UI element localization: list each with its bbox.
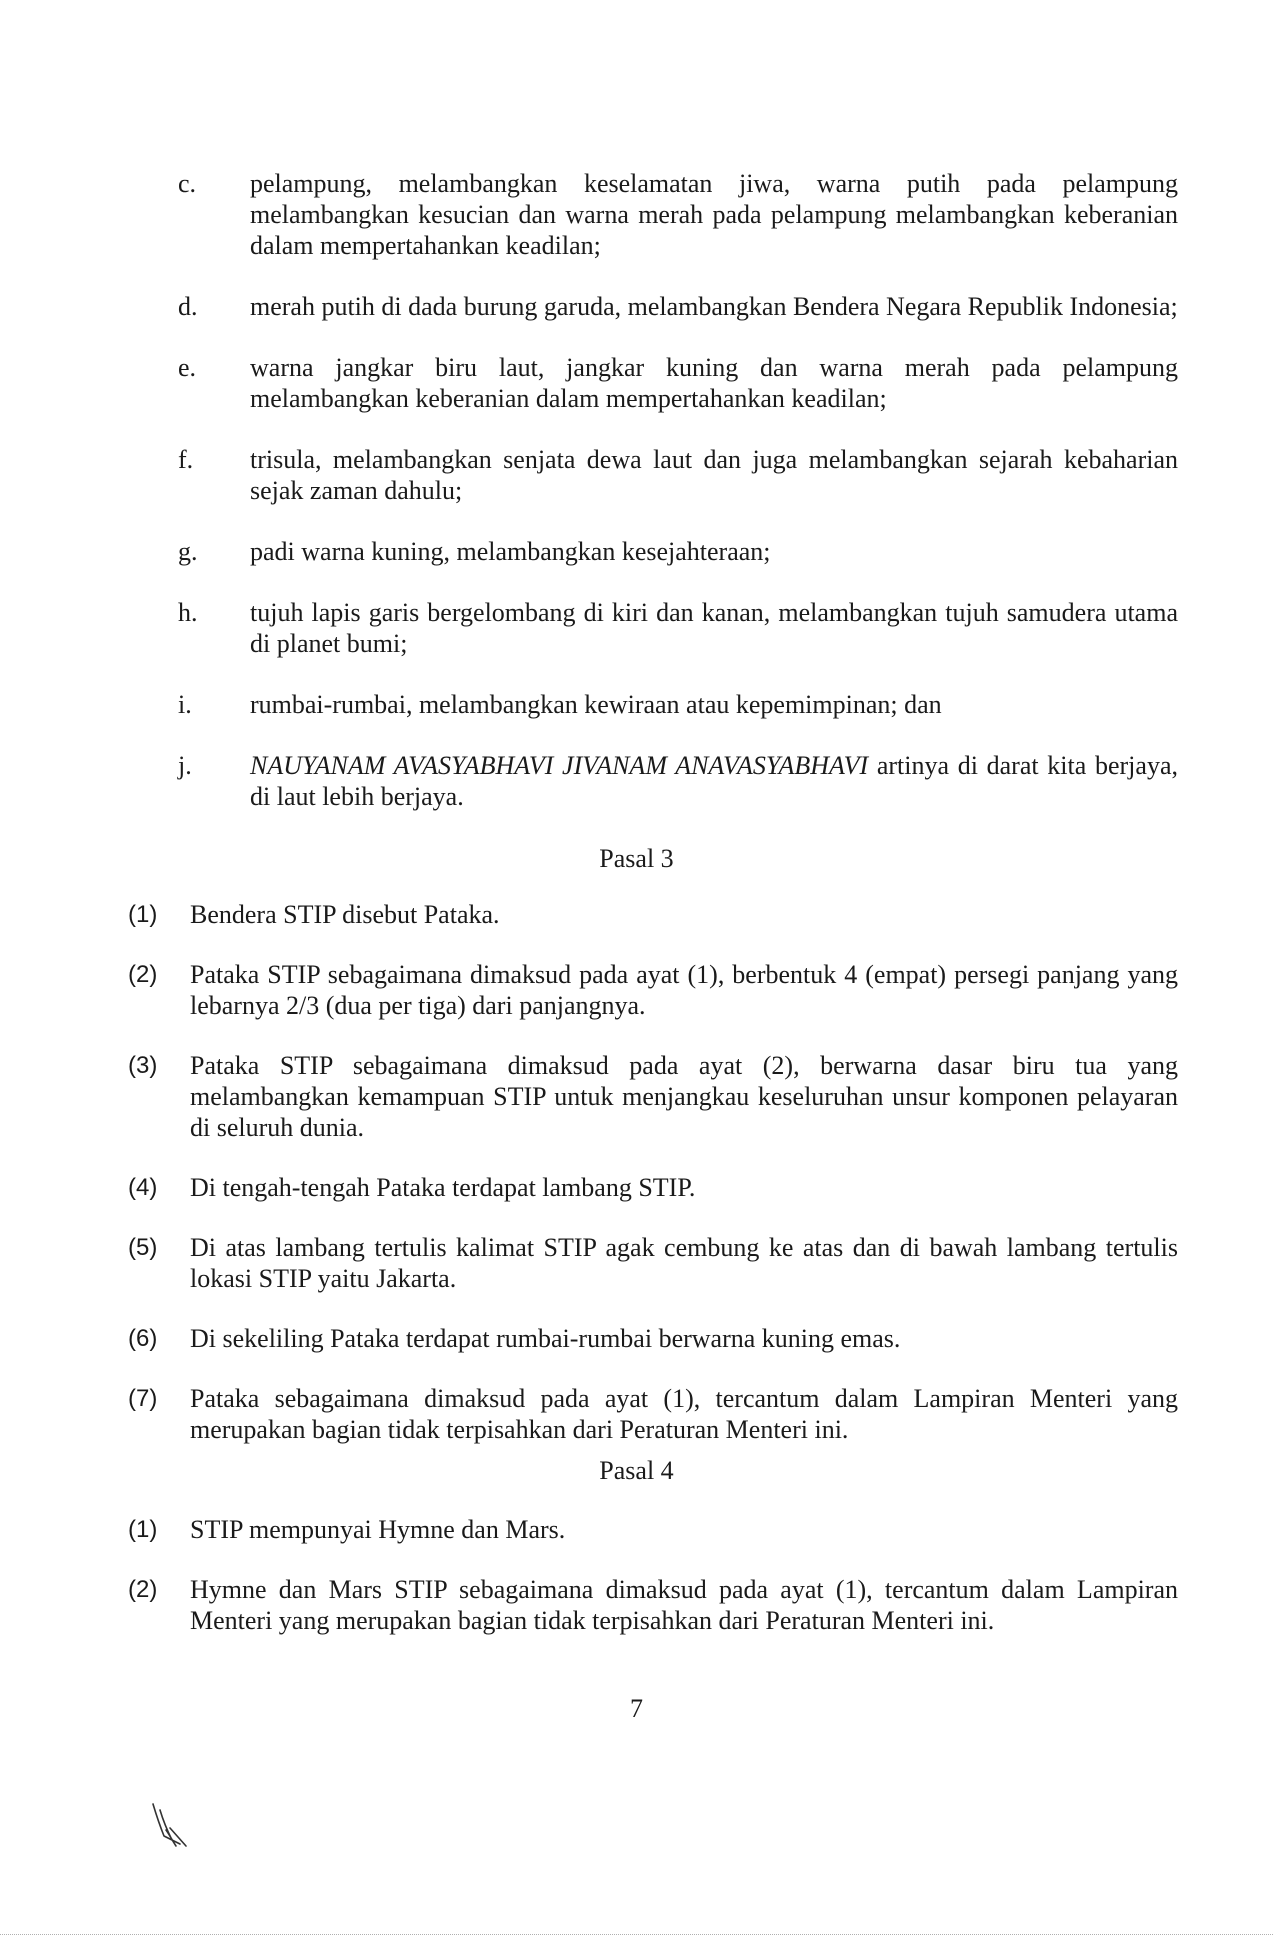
- list-text: tujuh lapis garis bergelombang di kiri dan kanan, melambangkan tujuh samudera utama di planet bumi;: [250, 598, 1178, 658]
- ayat-marker: (7): [128, 1385, 158, 1412]
- ayat-marker: (3): [128, 1052, 158, 1079]
- ayat-item: [128, 1232, 1178, 1294]
- ayat-item: [128, 959, 1178, 1021]
- ayat-text: Di sekeliling Pataka terdapat rumbai-rumbai berwarna kuning emas.: [190, 1324, 901, 1353]
- ayat-item: [128, 1514, 1178, 1545]
- list-item-c: [178, 168, 1178, 261]
- pasal-3-ayat-list: [128, 899, 1178, 1474]
- ayat-marker: (5): [128, 1234, 158, 1261]
- ayat-item: [128, 1323, 1178, 1354]
- ayat-text: Di atas lambang tertulis kalimat STIP agak cembung ke atas dan di bawah lambang tertulis lokasi STIP yaitu Jakarta.: [190, 1233, 1178, 1293]
- list-text: trisula, melambangkan senjata dewa laut dan juga melambangkan sejarah kebaharian sejak zaman dahulu;: [250, 445, 1178, 505]
- list-marker: h.: [178, 598, 198, 627]
- list-marker: d.: [178, 292, 198, 321]
- ayat-marker: (4): [128, 1174, 158, 1201]
- ayat-marker: (2): [128, 1576, 158, 1603]
- list-item-j: [178, 750, 1178, 812]
- pasal-4-ayat-list: [128, 1514, 1178, 1665]
- list-marker: g.: [178, 537, 198, 566]
- list-marker: j.: [178, 751, 192, 780]
- paraf-signature-icon: [150, 1800, 190, 1850]
- list-text: padi warna kuning, melambangkan kesejahteraan;: [250, 537, 771, 566]
- list-text: rumbai-rumbai, melambangkan kewiraan atau kepemimpinan; dan: [250, 690, 942, 719]
- list-item-i: [178, 689, 1178, 720]
- list-item-g: [178, 536, 1178, 567]
- ayat-item: [128, 1574, 1178, 1636]
- list-item-h: [178, 597, 1178, 659]
- ayat-text: Pataka STIP sebagaimana dimaksud pada ayat (2), berwarna dasar biru tua yang melambangkan kemampuan STIP untuk menjangkau keseluruhan unsur komponen pelayaran di seluruh dunia.: [190, 1051, 1178, 1142]
- list-item-e: [178, 352, 1178, 414]
- ayat-item: [128, 1383, 1178, 1445]
- motto-translation: artinya di darat kita berjaya, di laut lebih berjaya.: [250, 751, 1178, 811]
- ayat-item: [128, 899, 1178, 930]
- ayat-marker: (1): [128, 1516, 158, 1543]
- page-number: 7: [630, 1694, 643, 1723]
- list-marker: c.: [178, 169, 197, 198]
- pasal-2-letter-list: [178, 168, 1178, 842]
- motto-italic: NAUYANAM AVASYABHAVI JIVANAM ANAVASYABHAVI: [250, 751, 869, 780]
- ayat-item: [128, 1050, 1178, 1143]
- list-text: merah putih di dada burung garuda, melambangkan Bendera Negara Republik Indonesia;: [250, 292, 1178, 321]
- ayat-text: Di tengah-tengah Pataka terdapat lambang STIP.: [190, 1173, 696, 1202]
- ayat-marker: (1): [128, 901, 158, 928]
- pasal-4-heading: Pasal 4: [599, 1456, 674, 1485]
- list-text: [250, 750, 1178, 812]
- ayat-text: Hymne dan Mars STIP sebagaimana dimaksud pada ayat (1), tercantum dalam Lampiran Menteri yang merupakan bagian tidak terpisahkan dari Peraturan Menteri ini.: [190, 1575, 1178, 1635]
- list-marker: i.: [178, 690, 192, 719]
- ayat-marker: (2): [128, 961, 158, 988]
- scan-edge-line: [0, 1934, 1273, 1935]
- list-marker: f.: [178, 445, 194, 474]
- ayat-text: STIP mempunyai Hymne dan Mars.: [190, 1515, 566, 1544]
- ayat-item: [128, 1172, 1178, 1203]
- list-text: pelampung, melambangkan keselamatan jiwa, warna putih pada pelampung melambangkan kesucian dan warna merah pada pelampung melambangkan keberanian dalam mempertahankan keadilan;: [250, 169, 1178, 260]
- pasal-3-heading: Pasal 3: [599, 844, 674, 873]
- ayat-text: Pataka sebagaimana dimaksud pada ayat (1), tercantum dalam Lampiran Menteri yang merupakan bagian tidak terpisahkan dari Peraturan Menteri ini.: [190, 1384, 1178, 1444]
- list-text: warna jangkar biru laut, jangkar kuning dan warna merah pada pelampung melambangkan keberanian dalam mempertahankan keadilan;: [250, 353, 1178, 413]
- list-item-d: [178, 291, 1178, 322]
- ayat-text: Pataka STIP sebagaimana dimaksud pada ayat (1), berbentuk 4 (empat) persegi panjang yang lebarnya 2/3 (dua per tiga) dari panjangnya.: [190, 960, 1178, 1020]
- ayat-text: Bendera STIP disebut Pataka.: [190, 900, 500, 929]
- list-item-f: [178, 444, 1178, 506]
- list-marker: e.: [178, 353, 197, 382]
- ayat-marker: (6): [128, 1325, 158, 1352]
